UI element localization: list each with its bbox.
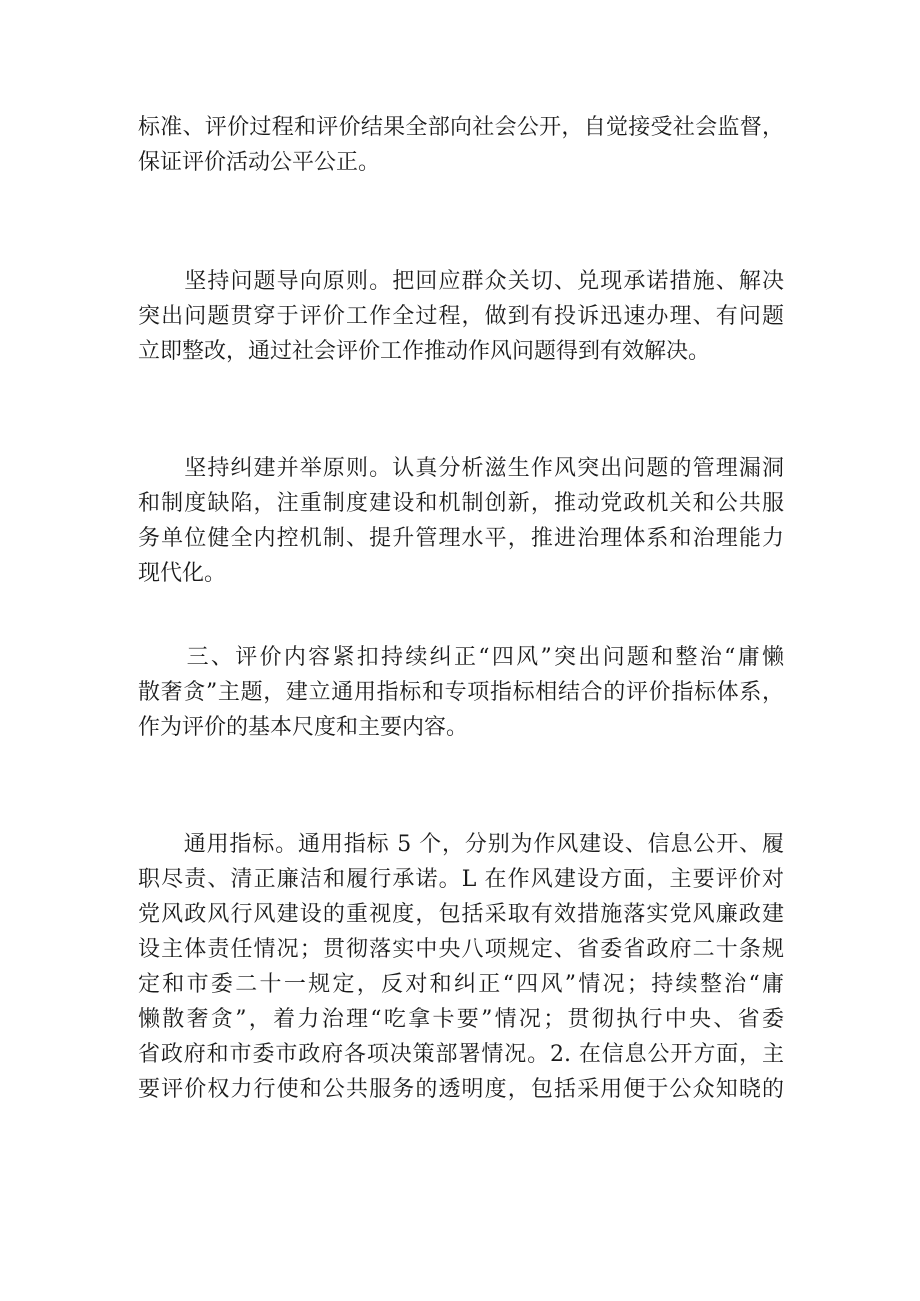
text-line: 散奢贪”主题，建立通用指标和专项指标相结合的评价指标体系， — [138, 680, 784, 705]
text-line: 懒散奢贪”，着力治理“吃拿卡要”情况；贯彻执行中央、省委 — [138, 1007, 784, 1032]
text-line: 保证评价活动公平公正。 — [138, 150, 381, 175]
text-line: 务单位健全内控机制、提升管理水平，推进治理体系和治理能力 — [138, 526, 784, 551]
paragraph-problem-oriented-principle — [138, 264, 784, 369]
paragraph-correction-construction-principle — [138, 451, 784, 591]
text-line: 三、评价内容紧扣持续纠正“四风”突出问题和整治“庸懒 — [138, 645, 784, 670]
text-line: 标准、评价过程和评价结果全部向社会公开，自觉接受社会监督， — [138, 115, 784, 140]
text-line: 坚持纠建并举原则。认真分析滋生作风突出问题的管理漏洞 — [138, 456, 784, 481]
text-line: 和制度缺陷，注重制度建设和机制创新，推动党政机关和公共服 — [138, 491, 784, 516]
text-line: 现代化。 — [138, 561, 227, 586]
paragraph-evaluation-openness — [138, 110, 784, 180]
text-line: 党风政风行风建设的重视度，包括采取有效措施落实党风廉政建 — [138, 902, 784, 927]
text-line: 坚持问题导向原则。把回应群众关切、兑现承诺措施、解决 — [138, 269, 784, 294]
paragraph-section-three-evaluation-content — [138, 640, 784, 745]
text-line: 立即整改，通过社会评价工作推动作风问题得到有效解决。 — [138, 339, 711, 364]
text-line: 省政府和市委市政府各项决策部署情况。2. 在信息公开方面，主 — [138, 1042, 784, 1067]
text-line: 要评价权力行使和公共服务的透明度，包括采用便于公众知晓的 — [138, 1077, 784, 1102]
text-line: 定和市委二十一规定，反对和纠正“四风”情况；持续整治“庸 — [138, 972, 784, 997]
text-line: 通用指标。通用指标 5 个，分别为作风建设、信息公开、履 — [138, 832, 784, 857]
text-line: 作为评价的基本尺度和主要内容。 — [138, 715, 469, 740]
text-line: 设主体责任情况；贯彻落实中央八项规定、省委省政府二十条规 — [138, 937, 784, 962]
text-line: 突出问题贯穿于评价工作全过程，做到有投诉迅速办理、有问题 — [138, 304, 784, 329]
paragraph-general-indicators — [138, 827, 784, 1107]
text-line: 职尽责、清正廉洁和履行承诺。L 在作风建设方面，主要评价对 — [138, 867, 784, 892]
